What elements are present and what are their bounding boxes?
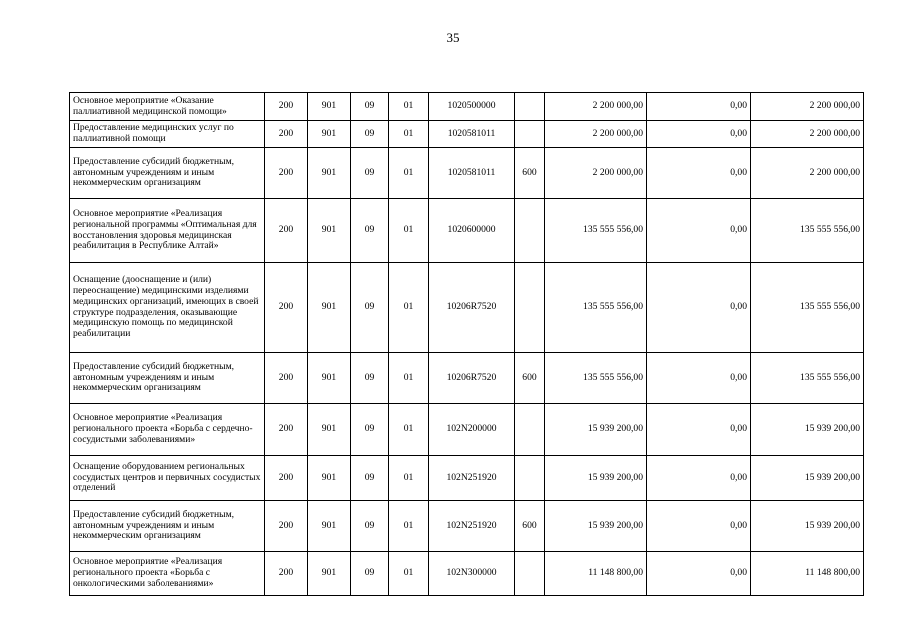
row-subsection-code: 01 xyxy=(389,93,429,121)
row-section-code: 09 xyxy=(351,501,389,552)
row-section-code: 09 xyxy=(351,199,389,263)
row-federal-amount: 0,00 xyxy=(647,501,751,552)
row-ministry-code: 901 xyxy=(308,353,351,404)
row-expense-type xyxy=(515,552,545,596)
row-target-article: 102N251920 xyxy=(429,456,515,501)
row-subsection-code: 01 xyxy=(389,501,429,552)
row-name: Оснащение оборудованием региональных сосудистых центров и первичных сосудистых отделений xyxy=(70,456,265,501)
row-section-code: 09 xyxy=(351,263,389,353)
row-admin-code: 200 xyxy=(265,121,308,148)
row-expense-type xyxy=(515,456,545,501)
row-amount: 2 200 000,00 xyxy=(545,148,647,199)
row-amount: 15 939 200,00 xyxy=(545,404,647,456)
row-target-article: 102N200000 xyxy=(429,404,515,456)
row-subsection-code: 01 xyxy=(389,353,429,404)
row-target-article: 10206R7520 xyxy=(429,353,515,404)
row-subsection-code: 01 xyxy=(389,263,429,353)
row-target-article: 102N300000 xyxy=(429,552,515,596)
row-regional-amount: 135 555 556,00 xyxy=(751,353,864,404)
row-regional-amount: 11 148 800,00 xyxy=(751,552,864,596)
row-expense-type xyxy=(515,404,545,456)
row-expense-type: 600 xyxy=(515,353,545,404)
row-admin-code: 200 xyxy=(265,456,308,501)
row-amount: 15 939 200,00 xyxy=(545,501,647,552)
row-target-article: 10206R7520 xyxy=(429,263,515,353)
table-row xyxy=(70,404,864,456)
row-subsection-code: 01 xyxy=(389,456,429,501)
table-row xyxy=(70,263,864,353)
table-row xyxy=(70,148,864,199)
row-section-code: 09 xyxy=(351,404,389,456)
row-ministry-code: 901 xyxy=(308,456,351,501)
row-amount: 135 555 556,00 xyxy=(545,353,647,404)
row-federal-amount: 0,00 xyxy=(647,263,751,353)
row-federal-amount: 0,00 xyxy=(647,148,751,199)
row-amount: 11 148 800,00 xyxy=(545,552,647,596)
row-expense-type: 600 xyxy=(515,501,545,552)
row-regional-amount: 2 200 000,00 xyxy=(751,93,864,121)
row-section-code: 09 xyxy=(351,456,389,501)
row-ministry-code: 901 xyxy=(308,552,351,596)
row-target-article: 1020581011 xyxy=(429,148,515,199)
row-federal-amount: 0,00 xyxy=(647,552,751,596)
row-name: Основное мероприятие «Реализация регионального проекта «Борьба с онкологическими заболеваниями» xyxy=(70,552,265,596)
row-name: Предоставление субсидий бюджетным, автономным учреждениям и иным некоммерческим организациям xyxy=(70,501,265,552)
table-row xyxy=(70,456,864,501)
row-expense-type xyxy=(515,121,545,148)
row-amount: 135 555 556,00 xyxy=(545,199,647,263)
row-ministry-code: 901 xyxy=(308,501,351,552)
row-regional-amount: 2 200 000,00 xyxy=(751,148,864,199)
row-regional-amount: 2 200 000,00 xyxy=(751,121,864,148)
row-name: Основное мероприятие «Реализация регионального проекта «Борьба с сердечно-сосудистыми заболеваниями» xyxy=(70,404,265,456)
row-expense-type xyxy=(515,93,545,121)
row-subsection-code: 01 xyxy=(389,199,429,263)
row-regional-amount: 15 939 200,00 xyxy=(751,456,864,501)
row-section-code: 09 xyxy=(351,148,389,199)
table-row xyxy=(70,552,864,596)
page-number: 35 xyxy=(446,30,460,45)
row-name: Предоставление медицинских услуг по паллиативной помощи xyxy=(70,121,265,148)
row-admin-code: 200 xyxy=(265,148,308,199)
row-ministry-code: 901 xyxy=(308,199,351,263)
row-amount: 2 200 000,00 xyxy=(545,121,647,148)
row-name: Предоставление субсидий бюджетным, автономным учреждениям и иным некоммерческим организациям xyxy=(70,148,265,199)
row-amount: 15 939 200,00 xyxy=(545,456,647,501)
row-regional-amount: 135 555 556,00 xyxy=(751,199,864,263)
row-regional-amount: 15 939 200,00 xyxy=(751,404,864,456)
table-row xyxy=(70,353,864,404)
row-federal-amount: 0,00 xyxy=(647,121,751,148)
row-admin-code: 200 xyxy=(265,353,308,404)
row-target-article: 1020600000 xyxy=(429,199,515,263)
row-ministry-code: 901 xyxy=(308,263,351,353)
row-ministry-code: 901 xyxy=(308,404,351,456)
row-target-article: 1020500000 xyxy=(429,93,515,121)
row-section-code: 09 xyxy=(351,121,389,148)
row-amount: 2 200 000,00 xyxy=(545,93,647,121)
row-admin-code: 200 xyxy=(265,199,308,263)
row-section-code: 09 xyxy=(351,93,389,121)
row-subsection-code: 01 xyxy=(389,121,429,148)
row-admin-code: 200 xyxy=(265,552,308,596)
row-name: Основное мероприятие «Реализация региональной программы «Оптимальная для восстановления здоровья медицинская реабилитация в Республике Алтай» xyxy=(70,199,265,263)
row-ministry-code: 901 xyxy=(308,148,351,199)
row-name: Основное мероприятие «Оказание паллиативной медицинской помощи» xyxy=(70,93,265,121)
row-target-article: 102N251920 xyxy=(429,501,515,552)
row-federal-amount: 0,00 xyxy=(647,404,751,456)
table-row xyxy=(70,121,864,148)
table-row xyxy=(70,501,864,552)
row-admin-code: 200 xyxy=(265,404,308,456)
row-name: Оснащение (дооснащение и (или) переоснащение) медицинскими изделиями медицинских организаций, имеющих в своей структуре подразделения, оказывающие медицинскую помощь по медицинской реабилитации xyxy=(70,263,265,353)
row-subsection-code: 01 xyxy=(389,148,429,199)
row-subsection-code: 01 xyxy=(389,404,429,456)
row-section-code: 09 xyxy=(351,552,389,596)
row-section-code: 09 xyxy=(351,353,389,404)
row-federal-amount: 0,00 xyxy=(647,456,751,501)
table-row xyxy=(70,93,864,121)
row-subsection-code: 01 xyxy=(389,552,429,596)
row-admin-code: 200 xyxy=(265,93,308,121)
row-regional-amount: 15 939 200,00 xyxy=(751,501,864,552)
row-name: Предоставление субсидий бюджетным, автономным учреждениям и иным некоммерческим организациям xyxy=(70,353,265,404)
row-expense-type xyxy=(515,199,545,263)
row-federal-amount: 0,00 xyxy=(647,199,751,263)
row-admin-code: 200 xyxy=(265,263,308,353)
row-target-article: 1020581011 xyxy=(429,121,515,148)
row-regional-amount: 135 555 556,00 xyxy=(751,263,864,353)
row-admin-code: 200 xyxy=(265,501,308,552)
row-ministry-code: 901 xyxy=(308,121,351,148)
row-ministry-code: 901 xyxy=(308,93,351,121)
budget-table xyxy=(69,92,864,596)
table-row xyxy=(70,199,864,263)
row-federal-amount: 0,00 xyxy=(647,93,751,121)
row-federal-amount: 0,00 xyxy=(647,353,751,404)
row-expense-type: 600 xyxy=(515,148,545,199)
row-expense-type xyxy=(515,263,545,353)
row-amount: 135 555 556,00 xyxy=(545,263,647,353)
